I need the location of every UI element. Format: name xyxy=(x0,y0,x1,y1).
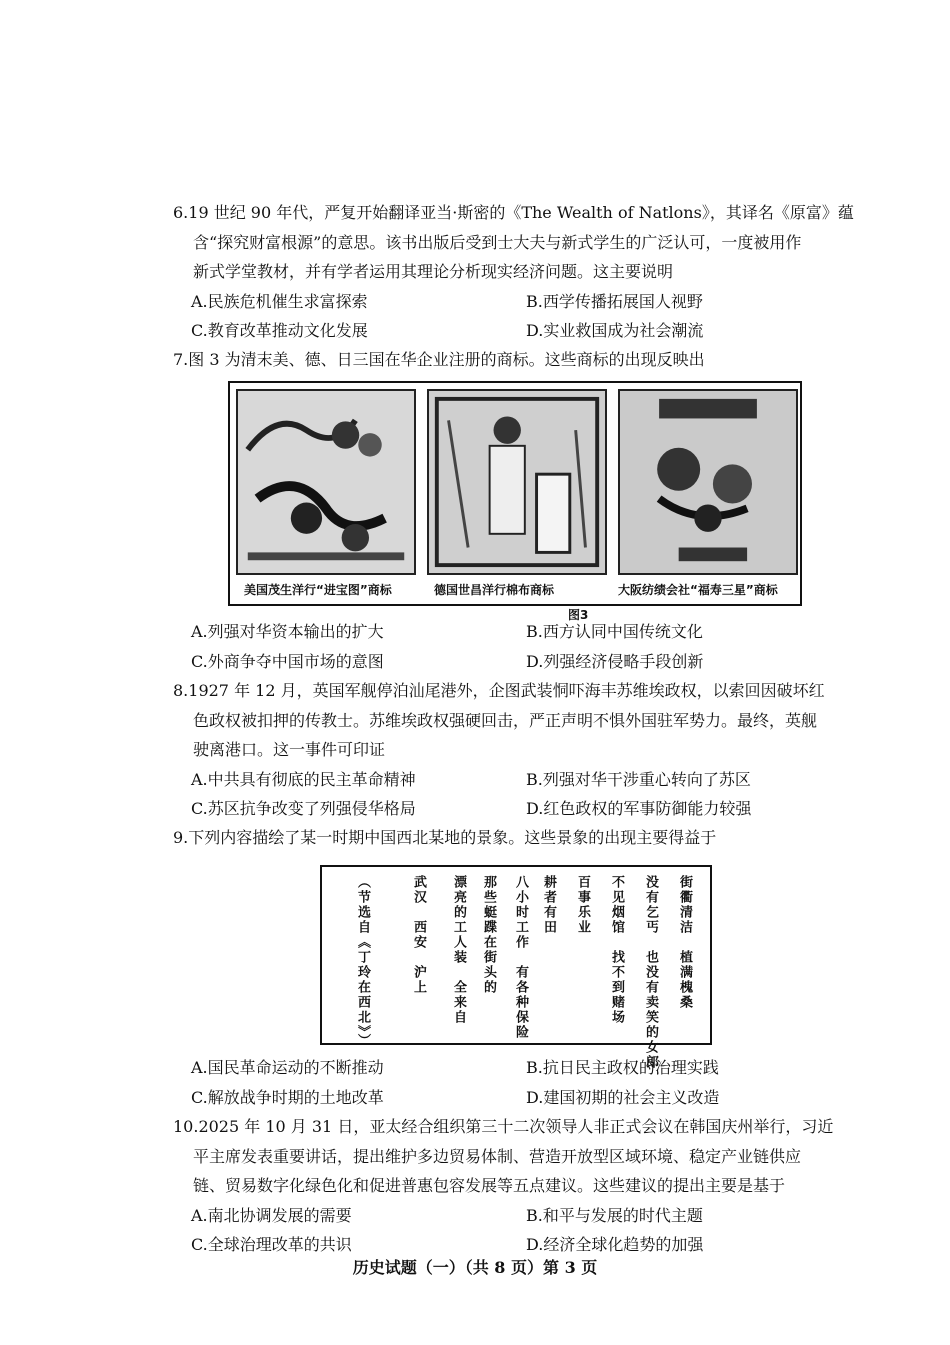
poem-line-6: 八小时工作 有各种保险 xyxy=(513,875,528,1040)
option-b[interactable]: B.西方认同中国传统文化 xyxy=(526,622,703,641)
caption-shichang: 德国世昌洋行棉布商标 xyxy=(434,583,555,597)
question-10-line-2: 平主席发表重要讲话，提出维护多边贸易体制、营造开放型区域环境、稳定产业链供应 xyxy=(193,1146,802,1166)
question-8-options xyxy=(191,765,873,824)
question-10-line-1: 10.2025 年 10 月 31 日，亚太经合组织第三十二次领导人非正式会议在韩国庆州举行，习近 xyxy=(173,1117,834,1136)
question-9-options xyxy=(191,1053,873,1112)
question-9-options-block xyxy=(173,1053,873,1112)
option-a[interactable]: A.南北协调发展的需要 xyxy=(191,1205,352,1225)
poem-line-3: 不见烟馆 找不到赌场 xyxy=(609,875,624,1025)
trademark-jinbaotu-image xyxy=(236,389,416,575)
trademark-jinbaotu-illustration xyxy=(238,391,414,573)
option-c[interactable]: C.苏区抗争改变了列强侵华格局 xyxy=(191,799,416,818)
question-6-line-1: 6.19 世纪 90 年代，严复开始翻译亚当·斯密的《The Wealth of Natlons》，其译名《原富》蕴 xyxy=(173,203,854,222)
poem-line-9: 武汉 西安 沪上 xyxy=(411,875,426,995)
question-7 xyxy=(173,345,873,375)
question-9-stem: 9.下列内容描绘了某一时期中国西北某地的景象。这些景象的出现主要得益于 xyxy=(173,828,717,847)
question-10 xyxy=(173,1112,873,1260)
option-d[interactable]: D.经济全球化趋势的加强 xyxy=(526,1235,704,1254)
caption-fushousanxing: 大阪纺绩会社“福寿三星”商标 xyxy=(618,583,778,597)
question-10-line-3: 链、贸易数字化绿色化和促进普惠包容发展等五点建议。这些建议的提出主要是基于 xyxy=(193,1176,786,1195)
trademark-shichang-illustration xyxy=(429,391,605,573)
trademark-fushousanxing-image xyxy=(618,389,798,575)
option-a[interactable]: A.列强对华资本输出的扩大 xyxy=(191,622,384,641)
question-7-options xyxy=(191,617,873,676)
option-d[interactable]: D.列强经济侵略手段创新 xyxy=(526,651,704,671)
question-8-line-3: 驶离港口。这一事件可印证 xyxy=(193,740,386,759)
question-7-stem: 7.图 3 为清末美、德、日三国在华企业注册的商标。这些商标的出现反映出 xyxy=(173,350,705,369)
option-d[interactable]: D.建国初期的社会主义改造 xyxy=(526,1087,720,1107)
option-d[interactable]: D.实业救国成为社会潮流 xyxy=(526,321,704,340)
question-8 xyxy=(173,676,873,824)
trademark-fushousanxing-illustration xyxy=(620,391,796,573)
option-a[interactable]: A.中共具有彻底的民主革命精神 xyxy=(191,769,416,789)
figure-3-label: 图3 xyxy=(568,608,589,622)
option-b[interactable]: B.列强对华干涉重心转向了苏区 xyxy=(526,769,751,789)
figure-3-trademarks xyxy=(228,381,802,606)
question-9 xyxy=(173,823,873,853)
poem-line-5: 耕者有田 xyxy=(541,875,556,935)
poem-line-7: 那些蜓蹀在街头的 xyxy=(481,875,496,995)
question-6-line-3: 新式学堂教材，并有学者运用其理论分析现实经济问题。这主要说明 xyxy=(193,262,674,281)
question-8-line-1: 8.1927 年 12 月，英国军舰停泊汕尾港外，企图武装恫吓海丰苏维埃政权，以索回因破坏红 xyxy=(173,681,825,700)
question-6-line-2: 含“探究财富根源”的意思。该书出版后受到士大夫与新式学生的广泛认可，一度被用作 xyxy=(193,232,802,252)
option-b[interactable]: B.和平与发展的时代主题 xyxy=(526,1205,703,1225)
question-8-line-2: 色政权被扣押的传教士。苏维埃政权强硬回击，严正声明不惧外国驻军势力。最终，英舰 xyxy=(193,710,818,730)
question-6 xyxy=(173,198,873,346)
option-a[interactable]: A.民族危机催生求富探索 xyxy=(191,291,368,311)
question-7-options-block xyxy=(173,617,873,676)
question-10-options xyxy=(191,1201,873,1260)
option-c[interactable]: C.解放战争时期的土地改革 xyxy=(191,1087,384,1107)
question-6-options xyxy=(191,287,873,346)
page-footer: 历史试题（一）（共 8 页）第 3 页 xyxy=(352,1258,598,1277)
option-c[interactable]: C.教育改革推动文化发展 xyxy=(191,321,368,340)
option-c[interactable]: C.外商争夺中国市场的意图 xyxy=(191,651,384,671)
caption-jinbaotu: 美国茂生洋行“进宝图”商标 xyxy=(244,583,392,597)
poem-line-2: 没有乞丐 也没有卖笑的女郎 xyxy=(643,875,658,1070)
poem-line-4: 百事乐业 xyxy=(575,875,590,935)
option-c[interactable]: C.全球治理改革的共识 xyxy=(191,1235,352,1254)
option-d[interactable]: D.红色政权的军事防御能力较强 xyxy=(526,799,752,818)
poem-line-1: 街衢清洁 植满槐桑 xyxy=(677,875,692,1010)
poem-source: （节选自《丁玲在西北》） xyxy=(355,875,370,1049)
option-b[interactable]: B.抗日民主政权的治理实践 xyxy=(526,1058,719,1077)
trademark-shichang-image xyxy=(427,389,607,575)
option-a[interactable]: A.国民革命运动的不断推动 xyxy=(191,1058,384,1077)
poem-line-8: 漂亮的工人装 全来自 xyxy=(451,875,466,1025)
option-b[interactable]: B.西学传播拓展国人视野 xyxy=(526,291,703,311)
